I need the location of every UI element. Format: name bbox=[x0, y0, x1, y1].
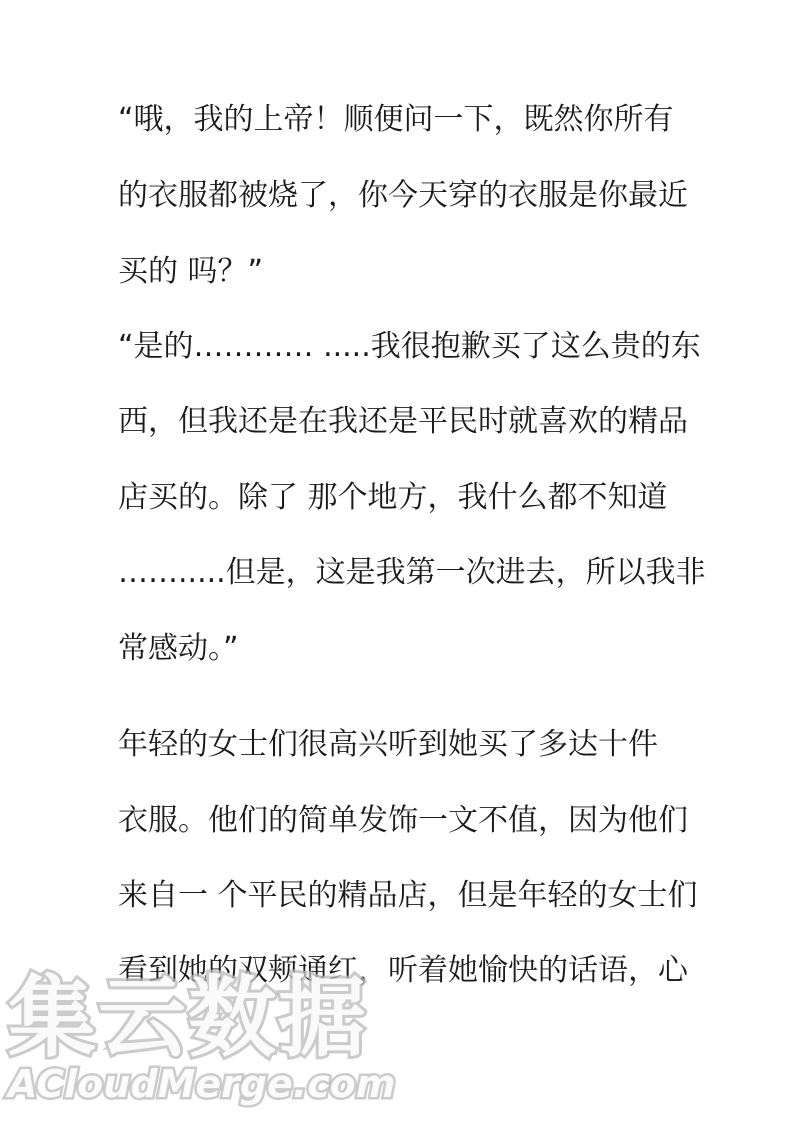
watermark-chinese: 集云数据 bbox=[8, 966, 369, 1069]
text-line: 来自一 个平民的精品店，但是年轻的女士们 bbox=[118, 878, 698, 913]
text-line: 西，但我还是在我还是平民时就喜欢的精品 bbox=[118, 404, 688, 439]
text-line: 店买的。除了 那个地方，我什么都不知道 bbox=[118, 480, 668, 515]
text-line: 衣服。他们的简单发饰一文不值，因为他们 bbox=[118, 803, 688, 838]
text-line: “是的………… .....我很抱歉买了这么贵的东 bbox=[118, 329, 701, 364]
text-line: 看到她的双颊通红，听着她愉快的话语，心 bbox=[118, 953, 688, 988]
text-line: 年轻的女士们很高兴听到她买了多达十件 bbox=[118, 727, 658, 762]
watermark bbox=[8, 966, 396, 1110]
text-line: 买的 吗？” bbox=[118, 254, 264, 289]
text-line: 的衣服都被烧了，你今天穿的衣服是你最近 bbox=[118, 178, 688, 213]
watermark-english: ACloudMerge.com bbox=[8, 1062, 396, 1106]
text-line: …….....但是，这是我第一次进去，所以我非 bbox=[118, 555, 706, 590]
text-line: “哦，我的上帝！顺便问一下，既然你所有 bbox=[118, 102, 674, 137]
text-line: 常感动。” bbox=[118, 631, 239, 666]
